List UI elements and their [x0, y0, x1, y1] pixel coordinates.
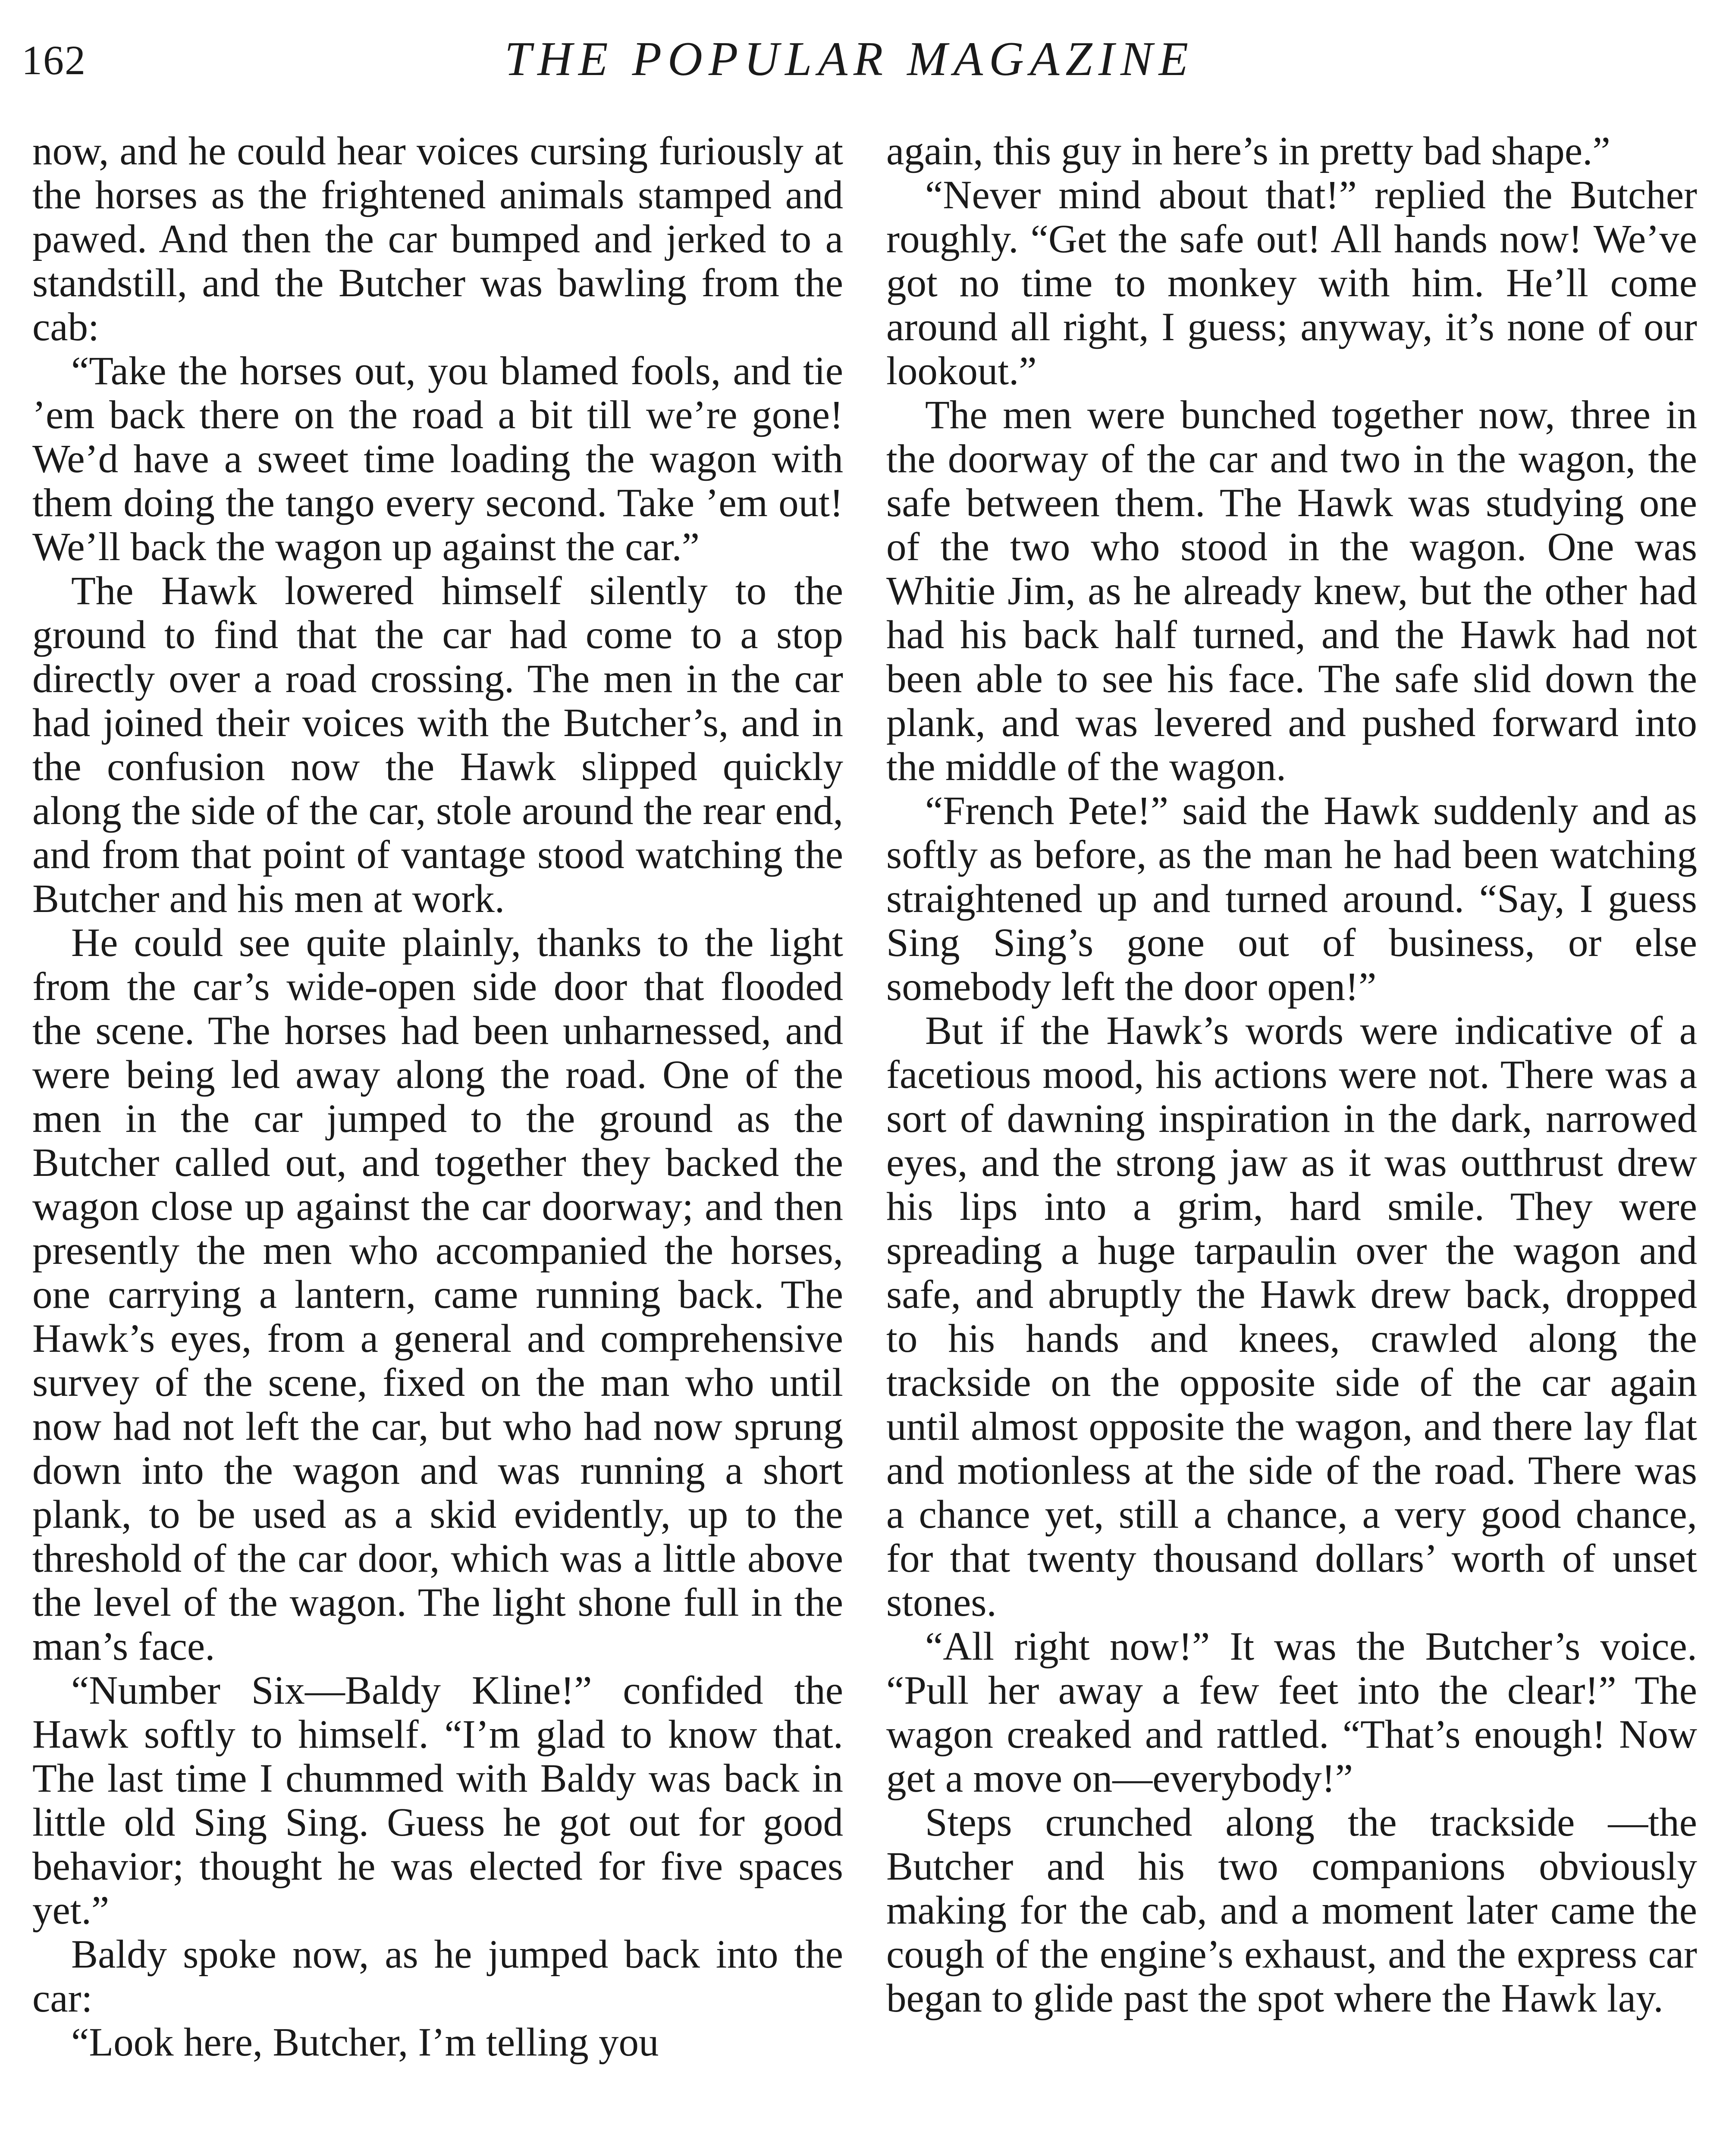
paragraph: But if the Hawk’s words were indicative of a facetious mood, his actions were not. There was a sort of dawning inspiration in the dark, narrowed eyes, and the strong jaw as it was outthrust drew his lips into a grim, hard smile. They were spreading a huge tarpaulin over the wagon and safe, and abruptly the Hawk drew back, dropped to his hands and knees, crawled along the trackside on the opposite side of the car again until almost opposite the wagon, and there lay flat and motionless at the side of the road. There was a chance yet, still a chance, a very good chance, for that twenty thousand dollars’ worth of unset stones.	[886, 1009, 1697, 1625]
paragraph: again, this guy in here’s in pretty bad shape.”	[886, 129, 1610, 173]
paragraph: “All right now!” It was the Butcher’s voice. “Pull her away a few feet into the clear!” The wagon creaked and rattled. “That’s enough! Now get a move on—everybody!”	[886, 1624, 1697, 1801]
paragraph: “French Pete!” said the Hawk suddenly and as softly as before, as the man he had been watching straightened up and turned around. “Say, I guess Sing Sing’s gone out of business, or else somebody left the door open!”	[886, 789, 1697, 1009]
page-number: 162	[22, 37, 86, 83]
page-header	[22, 26, 1704, 95]
paragraph: “Look here, Butcher, I’m telling you	[71, 2020, 659, 2065]
paragraph: Steps crunched along the trackside —the Butcher and his two companions obviously making for the cab, and a moment later came the cough of the engine’s exhaust, and the express car began to glide past the spot where the Hawk lay.	[886, 1800, 1697, 2021]
paragraph: “Take the horses out, you blamed fools, and tie ’em back there on the road a bit till we’re gone! We’d have a sweet time loading the wagon with them doing the tango every second. Take ’em out! We’ll back the wagon up against the car.”	[32, 349, 843, 569]
magazine-title: THE POPULAR MAGAZINE	[505, 32, 1195, 86]
paragraph: “Number Six—Baldy Kline!” confided the Hawk softly to himself. “I’m glad to know that. The last time I chummed with Baldy was back in little old Sing Sing. Guess he got out for good behavior; thought he was elected for five spaces yet.”	[32, 1668, 843, 1933]
paragraph: now, and he could hear voices cursing furiously at the horses as the frightened animals stamped and pawed. And then the car bumped and jerked to a standstill, and the Butcher was bawling from the cab:	[32, 129, 843, 349]
right-text-column	[886, 129, 1697, 2156]
paragraph: He could see quite plainly, thanks to the light from the car’s wide-open side door that flooded the scene. The horses had been unharnessed, and were being led away along the road. One of the men in the car jumped to the ground as the Butcher called out, and together they backed the wagon close up against the car doorway; and then presently the men who accompanied the horses, one carrying a lantern, came running back. The Hawk’s eyes, from a general and comprehensive survey of the scene, fixed on the man who until now had not left the car, but who had now sprung down into the wagon and was running a short plank, to be used as a skid evidently, up to the threshold of the car door, which was a little above the level of the wagon. The light shone full in the man’s face.	[32, 921, 843, 1669]
paragraph: “Never mind about that!” replied the Butcher roughly. “Get the safe out! All hands now! We’ve got no time to monkey with him. He’ll come around all right, I guess; anyway, it’s none of our lookout.”	[886, 173, 1697, 393]
paragraph: Baldy spoke now, as he jumped back into the car:	[32, 1932, 843, 2021]
left-text-column	[32, 129, 843, 2156]
paragraph: The Hawk lowered himself silently to the ground to find that the car had come to a stop directly over a road crossing. The men in the car had joined their voices with the Butcher’s, and in the confusion now the Hawk slipped quickly along the side of the car, stole around the rear end, and from that point of vantage stood watching the Butcher and his men at work.	[32, 569, 843, 921]
paragraph: The men were bunched together now, three in the doorway of the car and two in the wagon, the safe between them. The Hawk was studying one of the two who stood in the wagon. One was Whitie Jim, as he already knew, but the other had had his back half turned, and the Hawk had not been able to see his face. The safe slid down the plank, and was levered and pushed forward into the middle of the wagon.	[886, 393, 1697, 789]
